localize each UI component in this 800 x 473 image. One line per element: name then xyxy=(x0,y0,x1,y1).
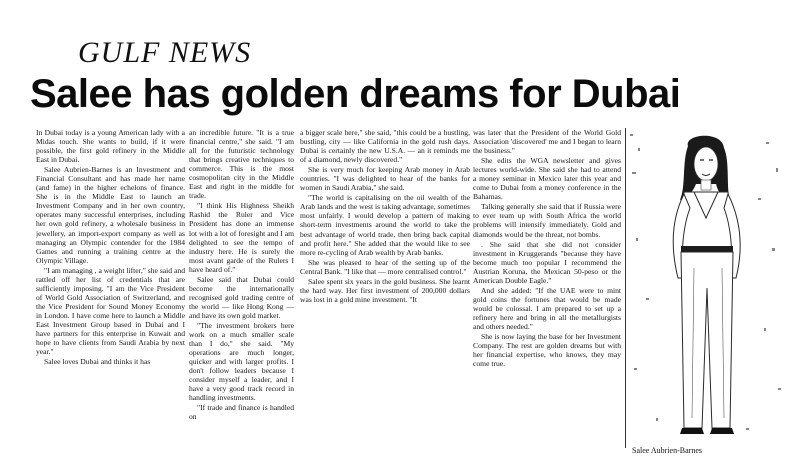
paragraph: Salee Aubrien-Barnes is an Investment and Financial Consultant and has made her name (and fame) in the higher echelons of finance. She is in the Middle East to launch an Investment Company and in her own country, operates many successful enterprises, including her own gold refinery, a wholesale business in jewellery, an import-export company as well as managing an Olympic contender for the 1984 Games and running a training centre at the Olympic Village. xyxy=(36,165,185,265)
article-column-3 xyxy=(300,128,470,468)
paragraph: She is now laying the base for her Investment Company. The rest are golden dreams but with her financial expertise, who knows, they may come true. xyxy=(473,332,621,369)
paragraph: "I am managing , a weight lifter," she said and rattled off her list of credentials that are sufficiently imposing. "I am the Vice President of World Gold Association of Switzerland, and the Vice President for Sound Money Economy in London. I have come here to launch a Middle East Investment Group based in Dubai and I have partners for this enterprise in Kuwait and hope to have clients from Saudi Arabia by next year." xyxy=(36,265,185,357)
masthead: GULF NEWS xyxy=(78,36,252,69)
paragraph: She was pleased to hear of the setting up of the Central Bank. "I like that — more centralised control." xyxy=(300,257,470,276)
paragraph: In Dubai today is a young American lady with a Midas touch. She wants to build, if it were possible, the first gold refinery in the Middle East in Dubai. xyxy=(36,128,185,165)
portrait-figure-illustration xyxy=(626,128,788,448)
paragraph: She is very much for keeping Arab money in Arab countries. "I was delighted to hear of the banks for women in Saudi Arabia," she said. xyxy=(300,165,470,193)
paragraph: "If trade and finance is handled on xyxy=(189,403,294,422)
paragraph: Talking generally she said that if Russia were to ever team up with South Africa the world problems will intensify immediately. Gold and diamonds would be the threat, not bombs. xyxy=(473,202,621,239)
paragraph: "I think His Highness Sheikh Rashid the Ruler and Vice President has done an immense lot with a lot of foresight and I am delighted to see the tempo of industry here. He is surely the most avant garde of the Rulers I have heard of." xyxy=(189,201,294,274)
paragraph: "The investment brokers here work on a much smaller scale than I do," she said. "My operations are much longer, quicker and with larger profits. I don't follow leaders because I consider myself a leader, and I have a very good track record in handling investments. xyxy=(189,320,294,403)
paragraph: an incredible future. "It is a true financial centre," she said. "I am all for the futuristic technology that brings creative techniques to commerce. This is the most cosmopolitan city in the Middle East and right in the middle for trade. xyxy=(189,128,294,201)
paragraph: She edits the WGA newsletter and gives lectures world-wide. She said she had to attend a money seminar in Mexico later this year and come to Dubai from a money conference in the Bahamas. xyxy=(473,156,621,202)
photo-caption: Salee Aubrien-Barnes xyxy=(632,446,702,455)
paragraph: "The world is capitalising on the oil wealth of the Arab lands and the west is taking advantage, sometimes most unfairly. I would develop a pattern of making short-term investments around the world to take the best advantage of world trade, then bring back capital and profit here." She added that the would like to see more re-cycling of Arab wealth by Arab banks. xyxy=(300,193,470,257)
paragraph: And she added: "If the UAE were to mint gold coins the fortunes that would be made would be colossal. I am prepared to set up a refinery here and bring in all the metallurgists and others needed." xyxy=(473,285,621,331)
headline: Salee has golden dreams for Dubai xyxy=(30,72,681,116)
paragraph: . She said that she did not consider investment in Kruggerands "because they have become much too popular I recommend the Austrian Koruna, the Mexican 50-peso or the American Double Eagle." xyxy=(473,239,621,285)
paragraph: a bigger scale here," she said, "this could be a hustling, bustling, city — like California in the gold rush days. Dubai is certainly the new U.S.A. — an it reminds me of a diamond, newly discovered." xyxy=(300,128,470,165)
article-column-2 xyxy=(189,128,294,428)
article-column-4 xyxy=(473,128,621,468)
article-column-1 xyxy=(36,128,185,468)
portrait-photo xyxy=(625,128,788,448)
paragraph: Salee said that Dubai could become the internationally recognised gold trading centre of the world — like Hong Kong — and have its own gold market. xyxy=(189,274,294,320)
paragraph: Salee spent six years in the gold business. She learnt the hard way. Her first investment of 200,000 dollars was lost in a gold mine investment. "It xyxy=(300,276,470,304)
paragraph: Salee loves Dubai and thinks it has xyxy=(44,357,151,367)
paragraph: was later that the President of the World Gold Association 'discovered' me and I began to learn the business." xyxy=(473,128,621,156)
